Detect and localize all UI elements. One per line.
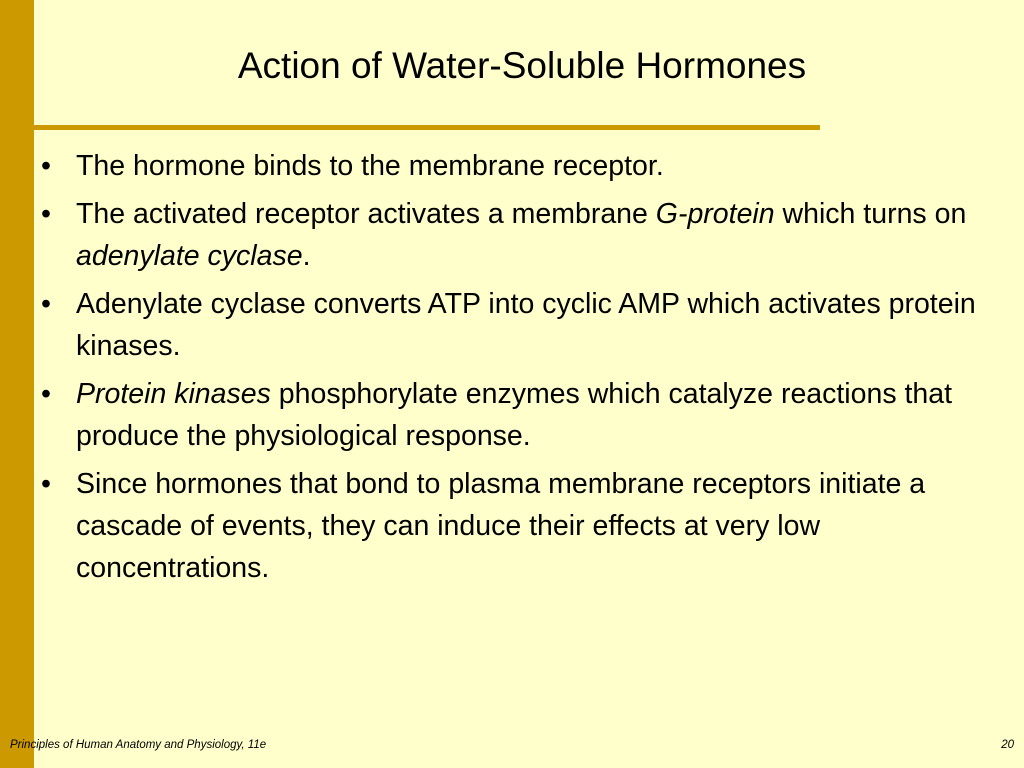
bullet-text-italic: Protein kinases [76, 378, 271, 410]
bullet-text [76, 468, 925, 584]
bullet-item [36, 463, 996, 589]
title-underline-rule [34, 125, 820, 130]
bullet-text [76, 288, 976, 362]
left-accent-bar [0, 0, 34, 768]
bullet-marker: • [41, 150, 51, 182]
bullet-text-italic: G-protein [655, 198, 775, 230]
bullet-list [36, 145, 996, 595]
bullet-marker: • [41, 378, 51, 410]
bullet-marker: • [41, 198, 51, 230]
bullet-item [36, 193, 996, 277]
bullet-item [36, 145, 996, 187]
bullet-text-run: The activated receptor activates a membrane [76, 198, 656, 230]
bullet-text [76, 150, 664, 182]
bullet-text [76, 378, 952, 452]
bullet-text [76, 198, 966, 272]
bullet-text-run: phosphorylate enzymes which catalyze reactions that produce the physiological response. [76, 378, 953, 452]
bullet-text-run: The hormone binds to the membrane receptor. [76, 150, 664, 182]
bullet-text-run: which turns on [774, 198, 967, 230]
bullet-text-run: Adenylate cyclase converts ATP into cyclic AMP which activates protein kinases. [76, 288, 976, 362]
bullet-marker: • [41, 468, 51, 500]
bullet-item [36, 373, 996, 457]
bullet-text-italic: adenylate cyclase [76, 240, 303, 272]
bullet-text-run: . [302, 240, 311, 272]
footer-book-title: Principles of Human Anatomy and Physiology, 11e [10, 739, 267, 751]
page-number: 20 [1001, 739, 1014, 751]
bullet-text-run: Since hormones that bond to plasma membrane receptors initiate a cascade of events, they can induce their effects at very low concentrations. [76, 468, 926, 584]
slide-title: Action of Water-Soluble Hormones [237, 45, 807, 86]
bullet-marker: • [41, 288, 51, 320]
bullet-item [36, 283, 996, 367]
